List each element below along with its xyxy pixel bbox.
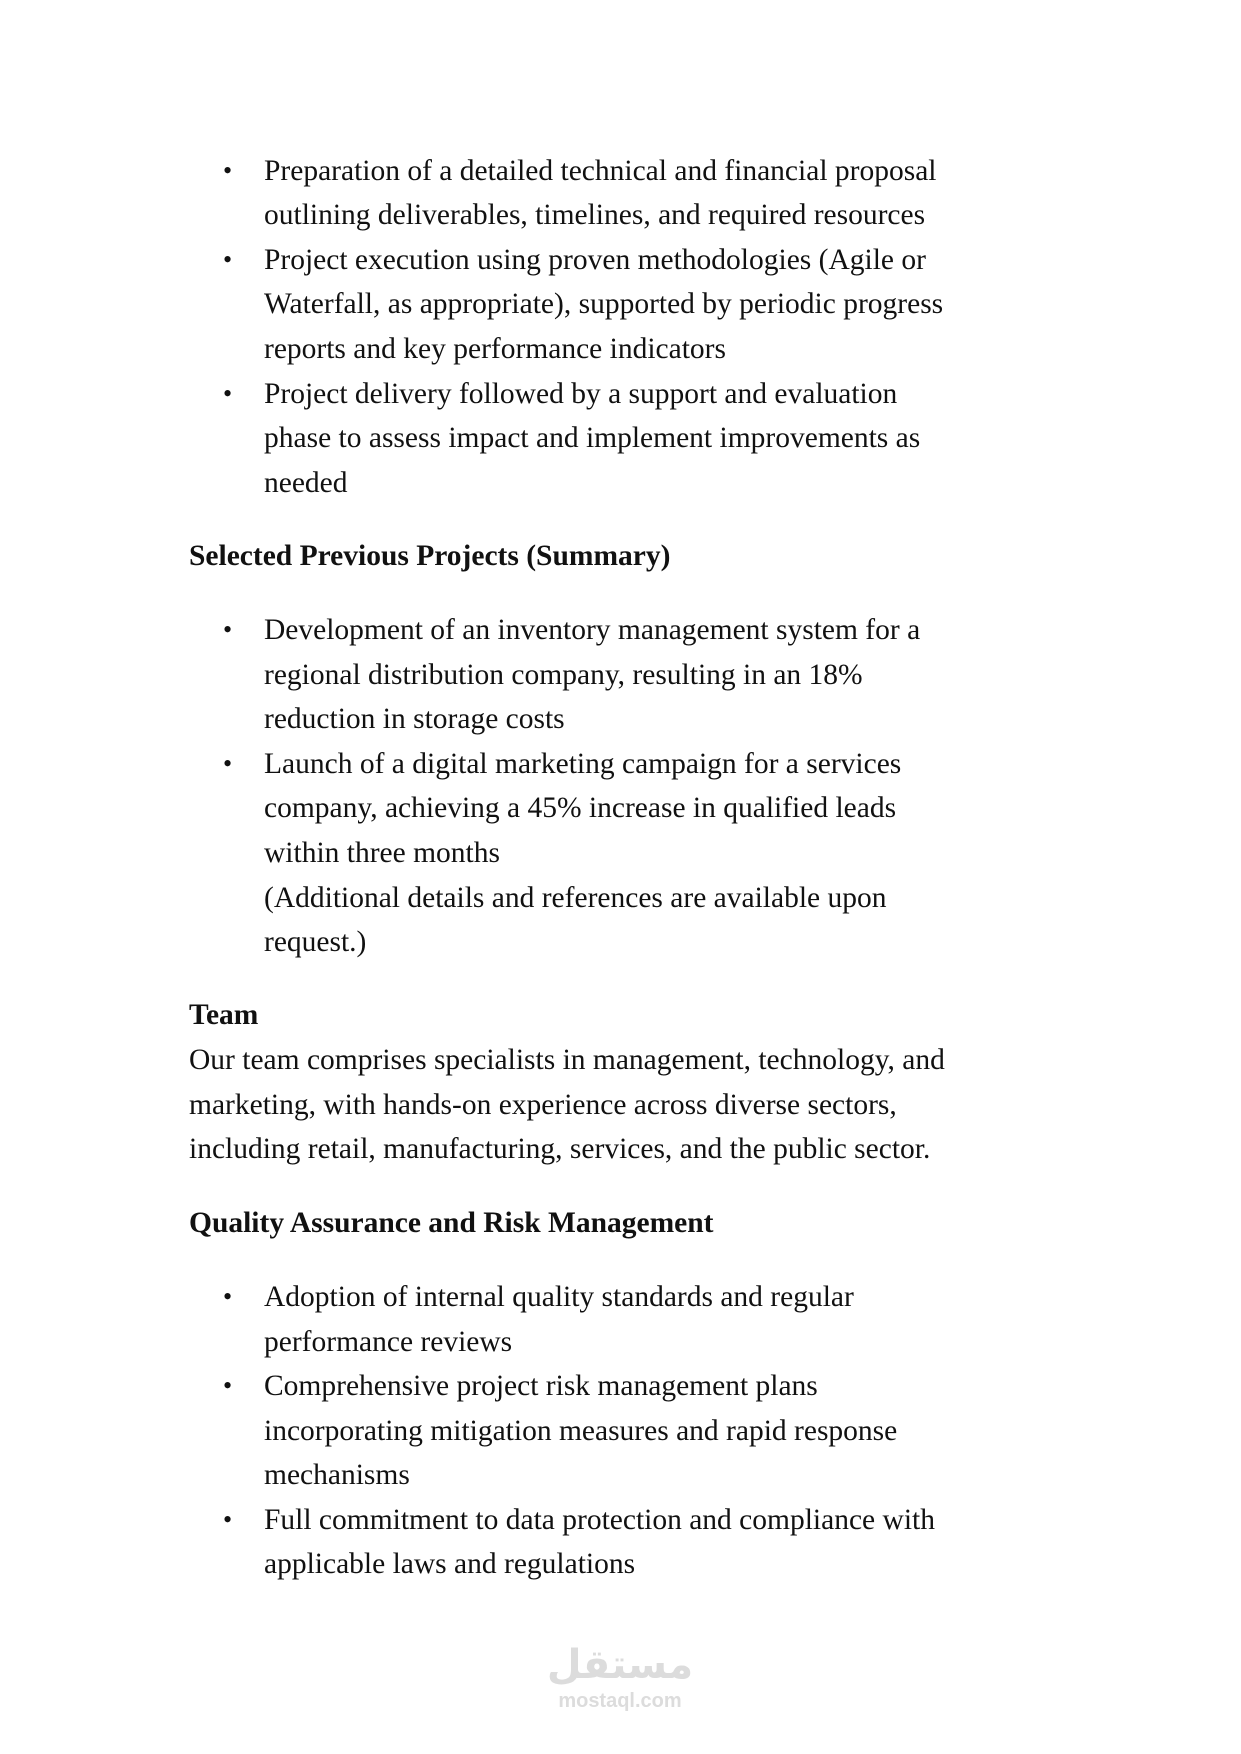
list-item-line: company, achieving a 45% increase in qualified leads: [264, 792, 897, 824]
bullet-icon: •: [223, 245, 233, 274]
bullet-icon: •: [223, 1505, 233, 1534]
watermark-arabic-logo: مستقل: [546, 1642, 694, 1688]
list-item-line: reduction in storage costs: [264, 703, 565, 735]
bullet-icon: •: [223, 156, 233, 185]
list-item-line: needed: [264, 467, 348, 499]
bullet-icon: •: [223, 1282, 233, 1311]
list-item-line: performance reviews: [264, 1326, 513, 1358]
list-item-line: Full commitment to data protection and compliance with: [264, 1504, 935, 1536]
section-heading-team: Team: [189, 999, 259, 1031]
bullet-icon: •: [223, 379, 233, 408]
list-item-line: applicable laws and regulations: [264, 1548, 636, 1580]
list-item-line: Development of an inventory management system for a: [264, 614, 921, 646]
section-heading-quality-assurance: Quality Assurance and Risk Management: [189, 1207, 714, 1239]
bullet-icon: •: [223, 749, 233, 778]
list-item-line: regional distribution company, resulting in an 18%: [264, 659, 863, 691]
mostaql-watermark: [540, 1640, 700, 1712]
list-item-line: Launch of a digital marketing campaign for a services: [264, 748, 902, 780]
list-item-line: Project execution using proven methodologies (Agile or: [264, 244, 926, 276]
paragraph-line: Our team comprises specialists in management, technology, and: [189, 1044, 945, 1076]
list-item-line: outlining deliverables, timelines, and required resources: [264, 199, 926, 231]
watermark-url: mostaql.com: [558, 1690, 682, 1712]
list-item-line: (Additional details and references are available upon: [264, 882, 887, 914]
bullet-icon: •: [223, 1371, 233, 1400]
bullet-icon: •: [223, 615, 233, 644]
list-item-line: within three months: [264, 837, 500, 869]
paragraph-line: marketing, with hands-on experience across diverse sectors,: [189, 1089, 897, 1121]
list-item-line: request.): [264, 926, 367, 958]
section-heading-previous-projects: Selected Previous Projects (Summary): [189, 540, 671, 572]
list-item-line: phase to assess impact and implement improvements as: [264, 422, 921, 454]
list-item-line: mechanisms: [264, 1459, 410, 1491]
list-item-line: Preparation of a detailed technical and financial proposal: [264, 155, 937, 187]
paragraph-line: including retail, manufacturing, services, and the public sector.: [189, 1133, 931, 1165]
list-item-line: Adoption of internal quality standards and regular: [264, 1281, 854, 1313]
list-item-line: reports and key performance indicators: [264, 333, 726, 365]
list-item-line: Project delivery followed by a support and evaluation: [264, 378, 898, 410]
list-item-line: Waterfall, as appropriate), supported by periodic progress: [264, 288, 944, 320]
list-item-line: Comprehensive project risk management plans: [264, 1370, 818, 1402]
list-item-line: incorporating mitigation measures and rapid response: [264, 1415, 898, 1447]
